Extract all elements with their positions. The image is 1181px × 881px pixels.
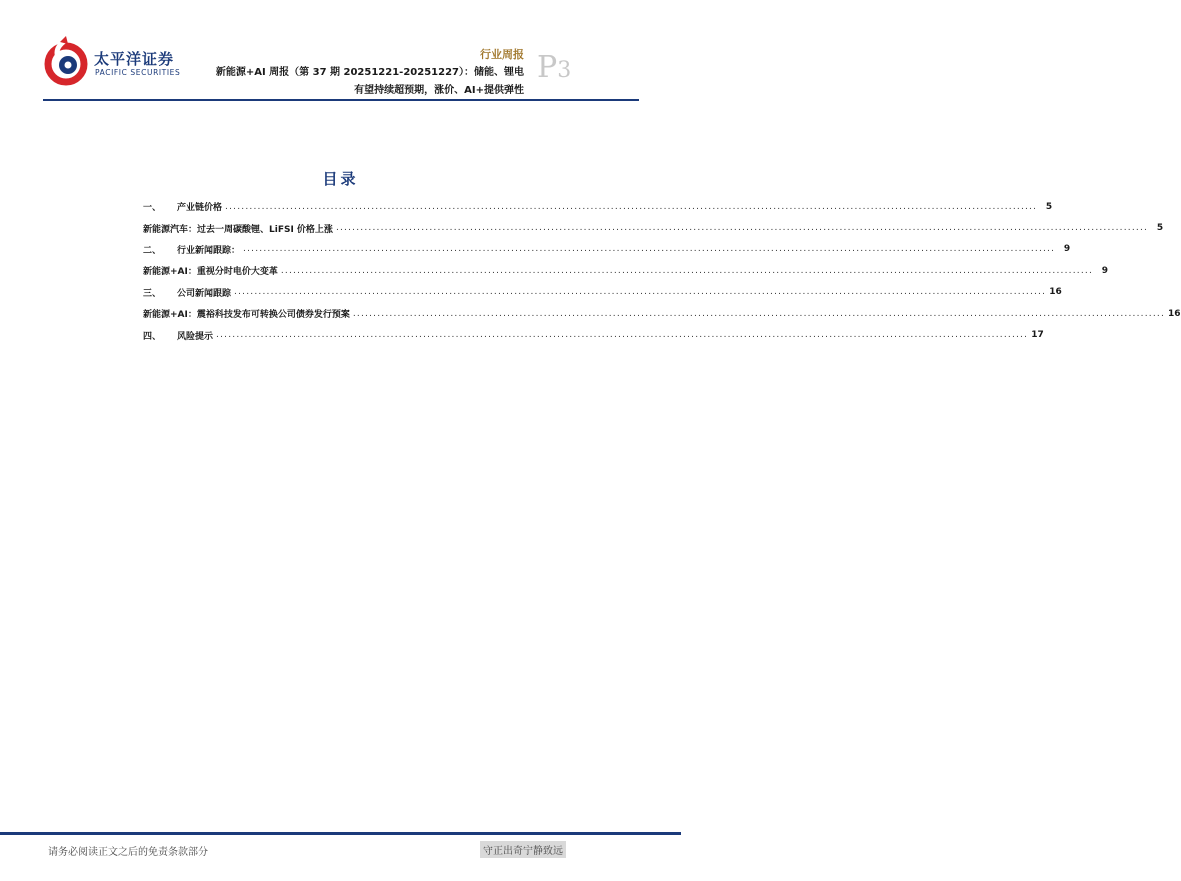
toc-leader-dots: ........................................................................................................................................................................................................ [280,265,1094,276]
footer-motto: 守正出奇宁静致远 [480,841,566,858]
toc-entry-page: 17 [1031,330,1044,341]
toc-entry-text: 产业链价格 [177,203,223,214]
toc-entry[interactable] [143,260,1109,281]
toc-entry[interactable] [143,196,1053,217]
toc-entry-number: 一、 [143,203,162,214]
toc-entry-page: 16 [1049,287,1062,298]
brand-name-cn: 太平洋证券 [94,50,175,68]
toc-entry-text: 新能源汽车：过去一周碳酸锂、LiFSI 价格上涨 [143,224,333,235]
toc-entry[interactable] [143,239,1071,260]
pacific-securities-logo-icon [46,36,92,88]
toc-entry-page: 5 [1156,223,1164,234]
toc-entry-page: 16 [1168,308,1181,319]
table-of-contents [143,196,1181,346]
toc-entry-page: 9 [1063,244,1071,255]
page-prefix: P [537,50,558,85]
toc-leader-dots: ........................................................................................................................................................................................................ [234,287,1047,298]
toc-entry-text: 风险提示 [177,331,214,342]
company-logo [46,36,186,88]
toc-entry-text: 新能源+AI：重视分时电价大变革 [143,267,278,278]
toc-title: 目录 [322,170,359,188]
toc-leader-dots: ........................................................................................................................................................................................................ [335,223,1149,234]
toc-entry-number: 二、 [143,245,162,256]
toc-entry-text: 公司新闻跟踪 [177,288,232,299]
toc-entry-text: 新能源+AI：震裕科技发布可转换公司债券发行预案 [143,310,350,321]
page-marker [537,50,571,89]
toc-entry[interactable] [143,303,1181,324]
toc-leader-dots: ........................................................................................................................................................................................................ [243,244,1056,255]
brand-name-en: PACIFIC SECURITIES [95,68,181,77]
footer-divider [0,832,681,835]
toc-entry[interactable] [143,217,1164,238]
report-title-line-2: 有望持续超预期，涨价、AI+提供弹性 [354,85,524,96]
toc-entry-number: 四、 [143,331,162,342]
report-title [184,64,524,100]
page-number: 3 [557,58,572,83]
footer-disclaimer: 请务必阅读正文之后的免责条款部分 [48,847,208,858]
toc-entry[interactable] [143,324,1044,345]
report-type: 行业周报 [480,48,524,61]
toc-entry-page: 5 [1045,201,1053,212]
toc-leader-dots: ........................................................................................................................................................................................................ [225,201,1038,212]
toc-leader-dots: ........................................................................................................................................................................................................ [216,330,1029,341]
toc-entry-text: 行业新闻跟踪： [177,245,241,256]
toc-entry-number: 三、 [143,288,162,299]
header-divider [43,99,639,101]
toc-entry[interactable] [143,282,1062,303]
toc-leader-dots: ........................................................................................................................................................................................................ [352,308,1166,319]
toc-entry-page: 9 [1101,265,1109,276]
report-title-line-1: 新能源+AI 周报（第 37 期 20251221-20251227）：储能、锂电 [215,67,524,78]
